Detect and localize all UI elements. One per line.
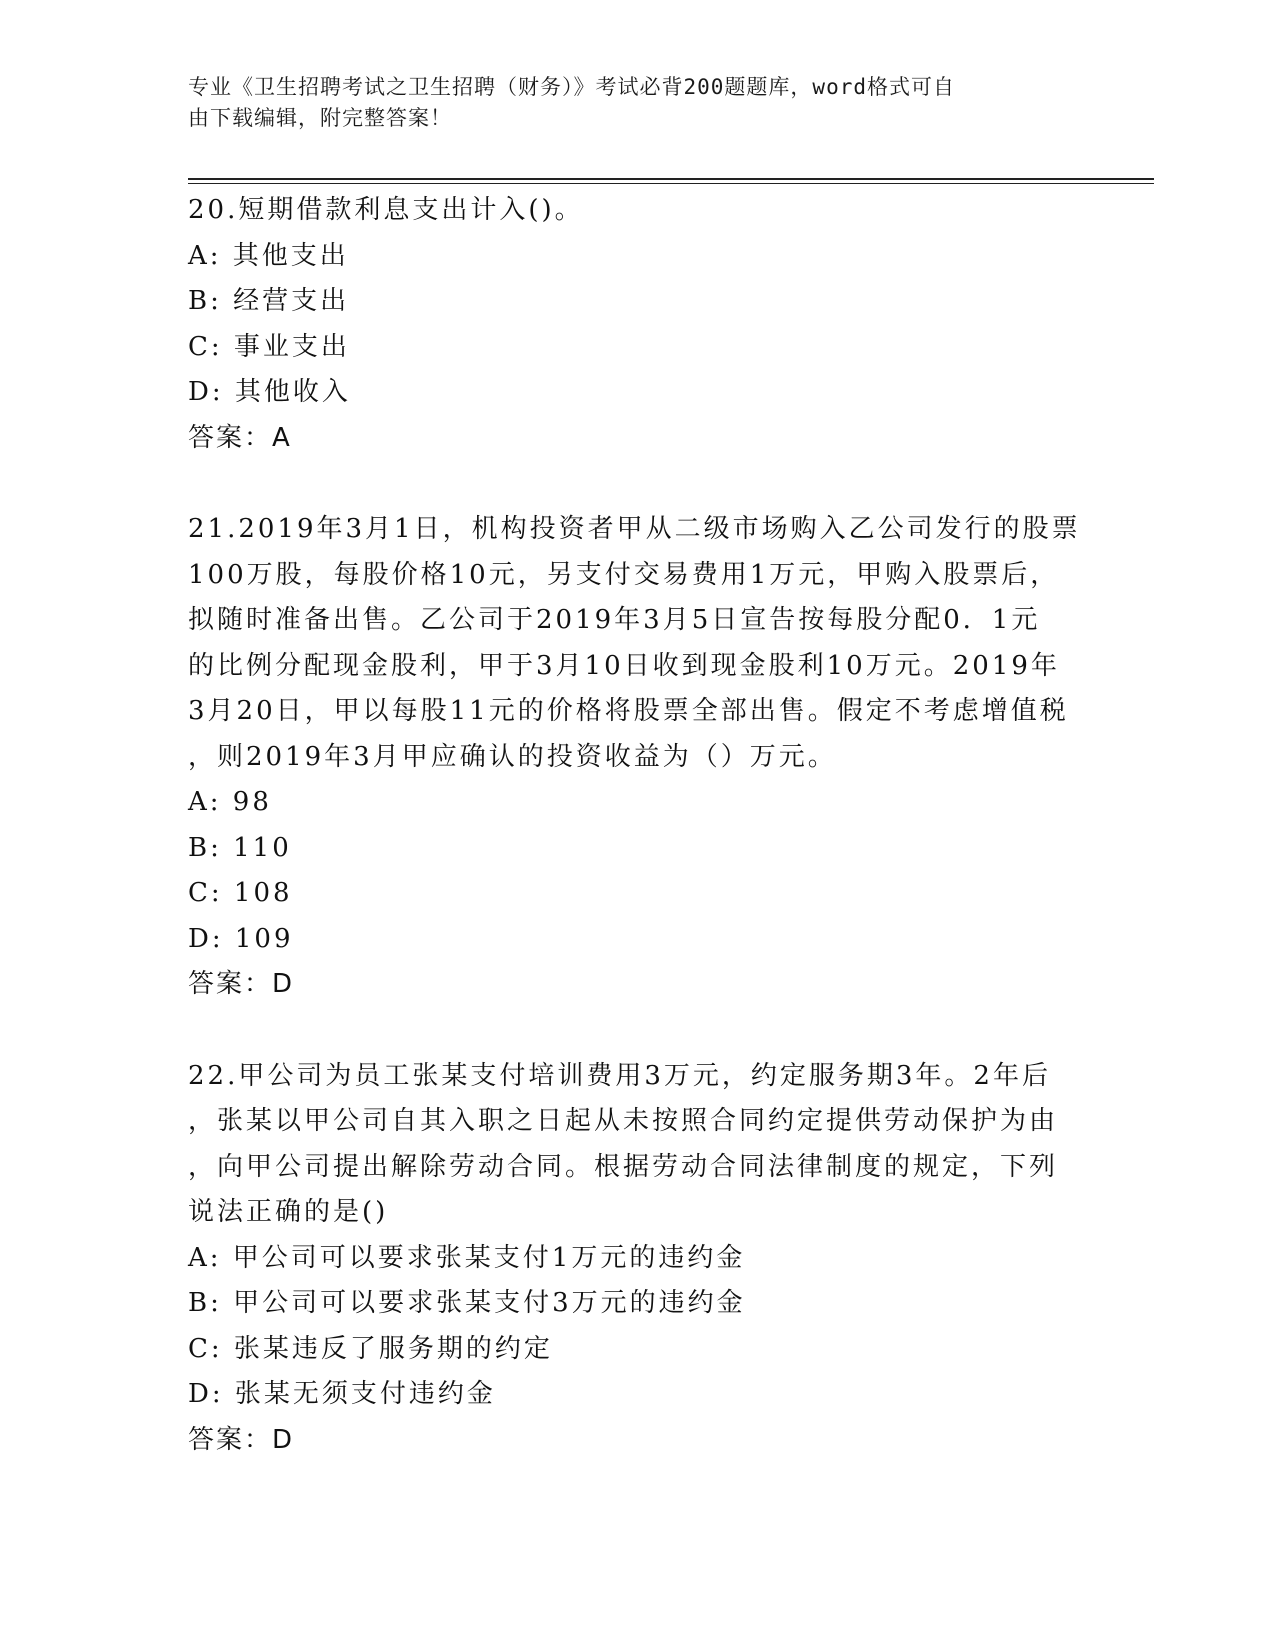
option-c: C: 事业支出 — [188, 331, 350, 362]
question-stem-line: 的比例分配现金股利，甲于3月10日收到现金股利10万元。2019年 — [188, 650, 1060, 681]
option-b: B: 经营支出 — [188, 286, 350, 316]
question-list — [188, 188, 1088, 1463]
question-spacer — [188, 461, 1088, 507]
option-a: A: 甲公司可以要求张某支付1万元的违约金 — [188, 1242, 746, 1273]
answer-line: 答案：D — [188, 969, 295, 999]
option-d: D: 张某无须支付违约金 — [188, 1379, 496, 1409]
header-divider-thick — [188, 178, 1154, 180]
question-stem-line: ，则2019年3月甲应确认的投资收益为（）万元。 — [188, 741, 837, 772]
question-stem-line: ，向甲公司提出解除劳动合同。根据劳动合同法律制度的规定，下列 — [188, 1151, 1059, 1182]
question-stem-line: 22.甲公司为员工张某支付培训费用3万元，约定服务期3年。2年后 — [188, 1060, 1051, 1091]
option-a: A: 98 — [188, 787, 272, 817]
question-stem-line: 21.2019年3月1日，机构投资者甲从二级市场购入乙公司发行的股票 — [188, 514, 1081, 544]
question-stem-line: 说法正确的是() — [188, 1197, 389, 1227]
question-21 — [188, 507, 1088, 1008]
question-stem-line: 3月20日，甲以每股11元的价格将股票全部出售。假定不考虑增值税 — [188, 696, 1069, 726]
option-a: A: 其他支出 — [188, 240, 349, 271]
question-spacer — [188, 1008, 1088, 1054]
question-stem-line: 100万股，每股价格10元，另支付交易费用1万元，甲购入股票后， — [188, 559, 1060, 590]
document-header — [188, 72, 1068, 134]
question-20 — [188, 188, 1088, 461]
option-d: D: 其他收入 — [188, 377, 351, 407]
question-stem-line: ，张某以甲公司自其入职之日起从未按照合同约定提供劳动保护为由 — [188, 1106, 1059, 1136]
header-divider-thin — [188, 183, 1154, 184]
option-c: C: 108 — [188, 878, 293, 908]
question-22 — [188, 1054, 1088, 1464]
option-b: B: 甲公司可以要求张某支付3万元的违约金 — [188, 1288, 746, 1318]
option-d: D: 109 — [188, 923, 294, 954]
header-line-2: 由下载编辑，附完整答案！ — [188, 106, 452, 130]
question-stem-line: 20.短期借款利息支出计入()。 — [188, 195, 584, 225]
answer-line: 答案：D — [188, 1424, 295, 1455]
answer-line: 答案：A — [188, 422, 292, 453]
question-stem-line: 拟随时准备出售。乙公司于2019年3月5日宣告按每股分配0．1元 — [188, 605, 1041, 635]
option-b: B: 110 — [188, 832, 292, 863]
option-c: C: 张某违反了服务期的约定 — [188, 1333, 553, 1364]
header-line-1: 专业《卫生招聘考试之卫生招聘（财务）》考试必背200题题库，word格式可自 — [188, 75, 955, 99]
